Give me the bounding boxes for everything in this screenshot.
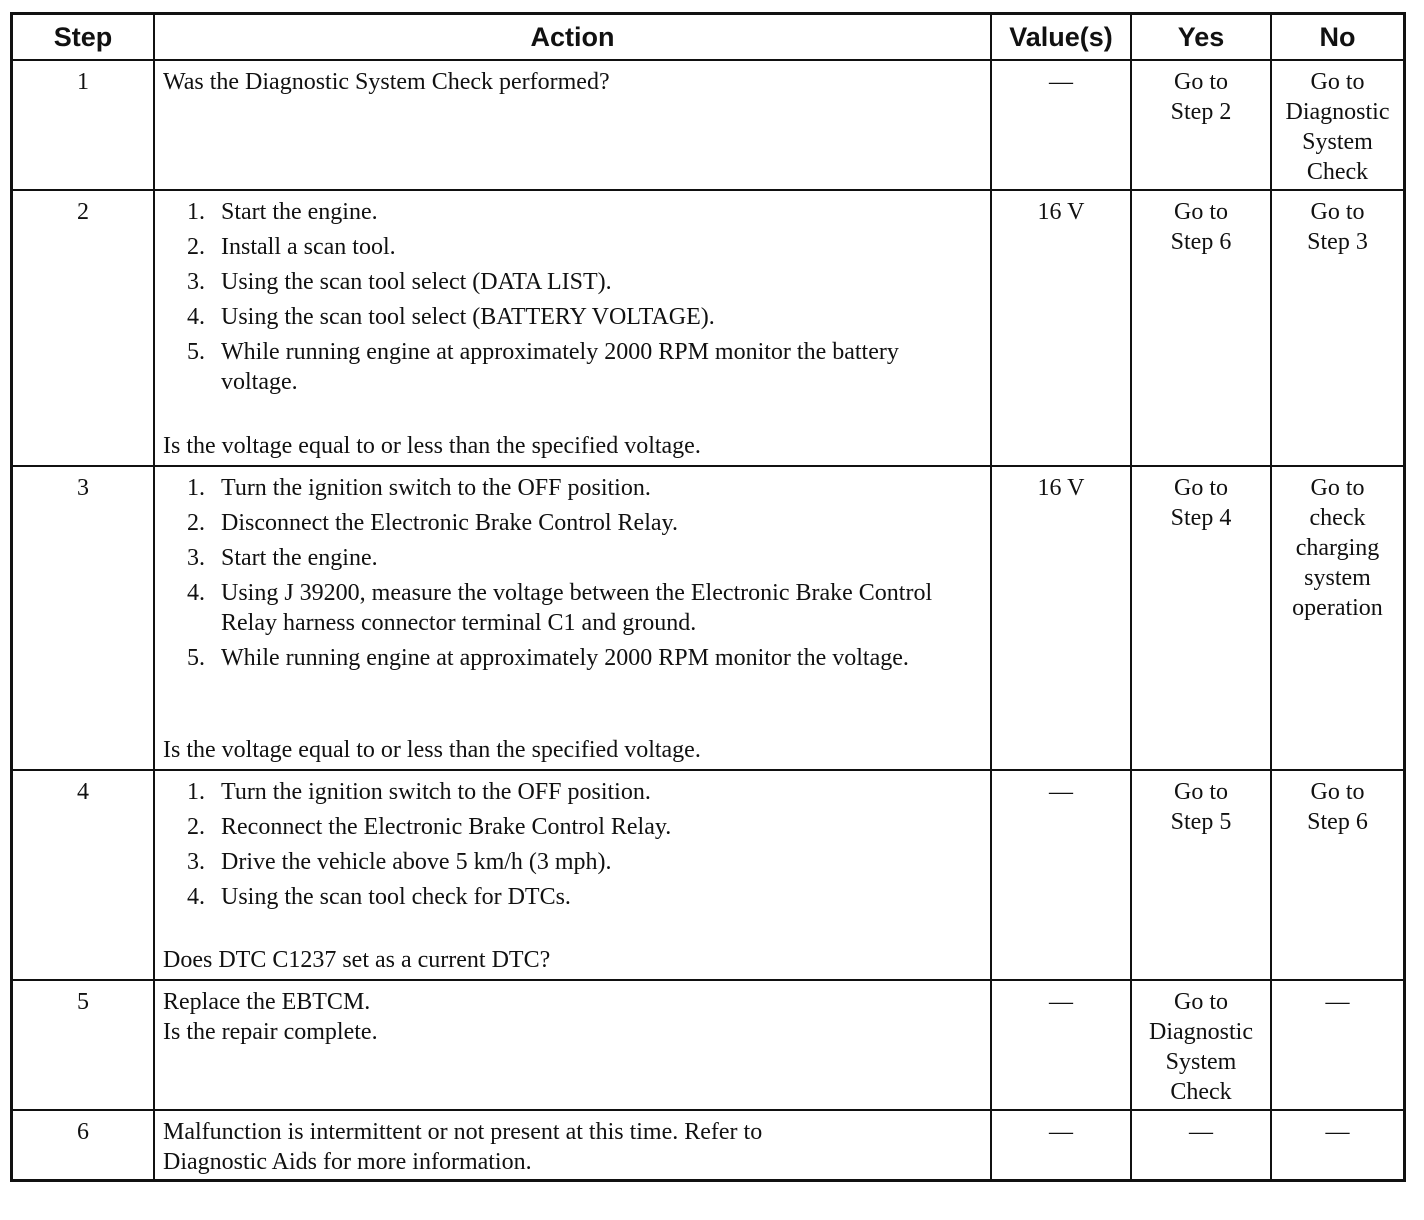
no-cell: Go to Step 6 (1307, 779, 1368, 835)
no-cell: Go to check charging system operation (1292, 475, 1383, 621)
yes-cell: Go to Step 5 (1170, 779, 1232, 835)
yes-cell: Go to Step 6 (1170, 199, 1232, 255)
table-row (13, 979, 1403, 1109)
header-action: Action (153, 15, 990, 59)
question-text: Does DTC C1237 set as a current DTC? (163, 947, 551, 973)
step-number: 3 (77, 475, 89, 501)
table-row (13, 769, 1403, 979)
question-text: Is the voltage equal to or less than the specified voltage. (163, 737, 701, 763)
action-text: Malfunction is intermittent or not present at this time. Refer to Diagnostic Aids for more information. (163, 1119, 763, 1175)
yes-cell: — (1189, 1119, 1213, 1145)
no-cell: — (1325, 1119, 1350, 1145)
step-number: 1 (77, 69, 89, 95)
list-item: 2. Disconnect the Electronic Brake Control Relay. (187, 510, 678, 536)
diagnostic-table (10, 12, 1406, 1182)
list-item: 1. Turn the ignition switch to the OFF position. (187, 779, 651, 805)
table-row (13, 189, 1403, 465)
table-header-row (13, 15, 1403, 59)
instruction-list (163, 777, 978, 912)
list-item: 3. Drive the vehicle above 5 km/h (3 mph). (187, 849, 612, 875)
instruction-list (163, 197, 978, 397)
table-row (13, 59, 1403, 189)
list-item: 4. Using J 39200, measure the voltage between the Electronic Brake Control Relay harness connector terminal C1 and ground. (187, 580, 933, 636)
table-row (13, 465, 1403, 769)
header-yes: Yes (1130, 15, 1270, 59)
value-cell: — (1049, 989, 1073, 1015)
instruction-list (163, 473, 978, 673)
list-item: 1. Turn the ignition switch to the OFF position. (187, 475, 651, 501)
value-cell: — (1049, 779, 1073, 805)
yes-cell: Go to Step 4 (1170, 475, 1232, 531)
header-step: Step (53, 21, 113, 52)
value-cell: — (1049, 69, 1073, 95)
list-item: 4. Using the scan tool select (BATTERY VOLTAGE). (187, 304, 715, 330)
value-cell: — (1049, 1119, 1073, 1145)
step-number: 5 (77, 989, 89, 1015)
list-item: 1. Start the engine. (187, 199, 378, 225)
question-text: Is the voltage equal to or less than the specified voltage. (163, 433, 701, 459)
no-cell: Go to Step 3 (1307, 199, 1368, 255)
table-row (13, 1109, 1403, 1179)
list-item: 5. While running engine at approximately 2000 RPM monitor the voltage. (187, 645, 909, 671)
yes-cell: Go to Diagnostic System Check (1149, 989, 1253, 1105)
no-cell: Go to Diagnostic System Check (1285, 69, 1390, 185)
step-number: 2 (77, 199, 89, 225)
step-number: 6 (77, 1119, 89, 1145)
action-text: Replace the EBTCM. Is the repair complete. (163, 989, 378, 1045)
action-text: Was the Diagnostic System Check performed? (163, 69, 610, 95)
header-values: Value(s) (990, 15, 1130, 59)
list-item: 2. Install a scan tool. (187, 234, 396, 260)
list-item: 3. Start the engine. (187, 545, 378, 571)
list-item: 3. Using the scan tool select (DATA LIST). (187, 269, 612, 295)
value-cell: 16 V (1037, 475, 1085, 501)
yes-cell: Go to Step 2 (1170, 69, 1232, 125)
step-number: 4 (77, 779, 89, 805)
no-cell: — (1325, 989, 1350, 1015)
list-item: 4. Using the scan tool check for DTCs. (187, 884, 571, 910)
list-item: 2. Reconnect the Electronic Brake Control Relay. (187, 814, 672, 840)
header-no: No (1270, 15, 1403, 59)
value-cell: 16 V (1037, 199, 1085, 225)
list-item: 5. While running engine at approximately 2000 RPM monitor the battery voltage. (187, 339, 899, 395)
